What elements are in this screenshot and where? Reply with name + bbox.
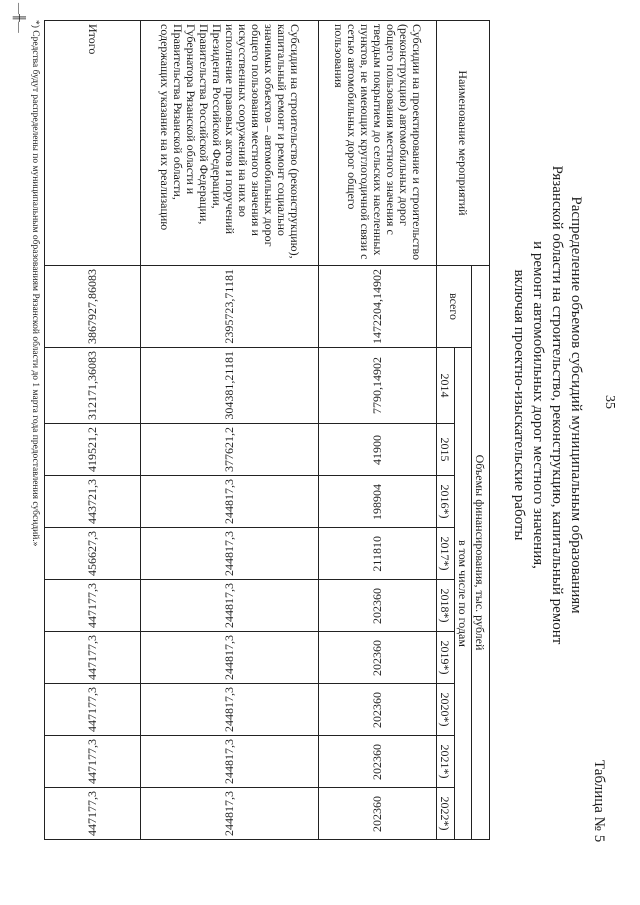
row-value: 211810 bbox=[370, 535, 384, 572]
row-name: Субсидии на строительство (реконструкцию), капитальный ремонт и ремонт социально значимых объектов – автомобильных дорог общего пользования местного значения и искусственных сооружений на них во исполнение правовых актов и поручений Президента Российской Федерации, Правительства Российской Федерации, Губернатора Рязанской области и Правительства Рязанской области, содержащих указание на их реализацию bbox=[141, 21, 319, 266]
header-year: 2022*) bbox=[437, 788, 455, 840]
header-year: 2018*) bbox=[437, 580, 455, 632]
row-value: 447177,3 bbox=[85, 635, 99, 680]
row-value: 202360 bbox=[370, 691, 384, 728]
row-value: 202360 bbox=[370, 639, 384, 676]
row-value: 312171,36083 bbox=[85, 351, 99, 420]
title-line: включая проектно-изыскательские работы bbox=[511, 269, 527, 541]
row-value: 202360 bbox=[370, 795, 384, 832]
document-page bbox=[13, 3, 625, 875]
header-funding: Объемы финансирования, тыс. рублей bbox=[472, 266, 490, 840]
row-value: 198904 bbox=[370, 483, 384, 520]
table-row bbox=[319, 21, 437, 840]
table-label: Таблица № 5 bbox=[591, 760, 607, 843]
header-total: всего bbox=[437, 266, 472, 348]
title-line: Распределение объемов субсидий муниципальным образованиям bbox=[568, 196, 584, 614]
row-name: Субсидии на проектирование и строительство (реконструкцию) автомобильных дорог общего пользования местного значения с твердым покрытием до сельских населенных пунктов, не имеющих круглогодичной связи с сетью автомобильных дорог общего пользования bbox=[319, 21, 437, 266]
row-value: 41900 bbox=[370, 434, 384, 465]
margin-mark: ―╫― bbox=[13, 3, 25, 33]
header-year: 2014 bbox=[437, 348, 455, 424]
table-row bbox=[141, 21, 319, 840]
header-year: 2019*) bbox=[437, 632, 455, 684]
row-value: 244817,3 bbox=[222, 791, 236, 836]
page-number: 35 bbox=[602, 395, 617, 409]
row-value: 7790,14902 bbox=[370, 357, 384, 414]
row-value: 244817,3 bbox=[222, 531, 236, 576]
row-value: 377621,2 bbox=[222, 427, 236, 472]
header-year: 2021*) bbox=[437, 736, 455, 788]
row-name: Итого bbox=[45, 21, 141, 266]
row-value: 456627,3 bbox=[85, 531, 99, 576]
row-value: 304381,21181 bbox=[222, 351, 236, 420]
header-by-year: в том числе по годам bbox=[455, 348, 472, 840]
row-total: 3867927,86083 bbox=[85, 269, 99, 344]
row-value: 244817,3 bbox=[222, 739, 236, 784]
row-value: 443721,3 bbox=[85, 479, 99, 524]
row-value: 244817,3 bbox=[222, 635, 236, 680]
row-value: 244817,3 bbox=[222, 687, 236, 732]
header-year: 2016*) bbox=[437, 476, 455, 528]
row-value: 447177,3 bbox=[85, 583, 99, 628]
header-name: Наименование мероприятий bbox=[437, 21, 490, 266]
header-year: 2020*) bbox=[437, 684, 455, 736]
row-value: 447177,3 bbox=[85, 687, 99, 732]
row-value: 202360 bbox=[370, 587, 384, 624]
header-year: 2015 bbox=[437, 424, 455, 476]
row-total: 1472204,14902 bbox=[370, 269, 384, 344]
footnote: *) Средства будут распределены по муниципальным образованиям Рязанской области до 1 марта года предоставления субсидий.» bbox=[30, 20, 40, 547]
title-line: и ремонт автомобильных дорог местного значения, bbox=[530, 241, 546, 569]
row-value: 202360 bbox=[370, 743, 384, 780]
subsidy-table bbox=[44, 20, 490, 840]
row-total: 2395723,71181 bbox=[222, 269, 236, 344]
row-value: 447177,3 bbox=[85, 791, 99, 836]
row-value: 419521,2 bbox=[85, 427, 99, 472]
title-line: Рязанской области на строительство, реконструкцию, капитальный ремонт bbox=[549, 165, 565, 645]
document-title bbox=[509, 55, 585, 755]
header-year: 2017*) bbox=[437, 528, 455, 580]
row-value: 447177,3 bbox=[85, 739, 99, 784]
row-value: 244817,3 bbox=[222, 583, 236, 628]
table-row bbox=[45, 21, 141, 840]
row-value: 244817,3 bbox=[222, 479, 236, 524]
